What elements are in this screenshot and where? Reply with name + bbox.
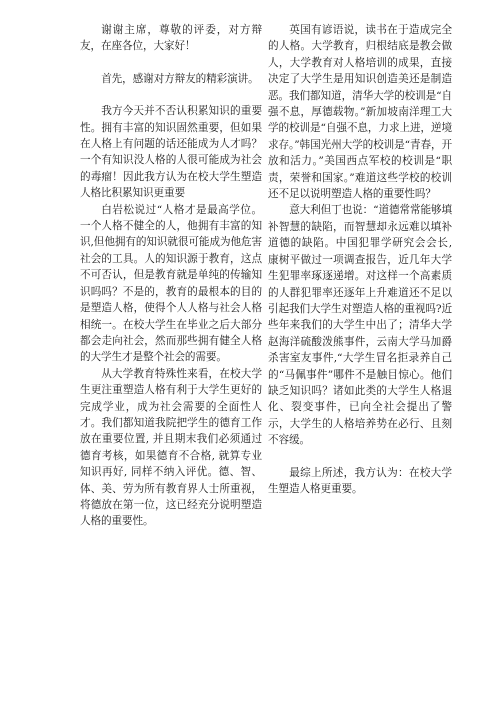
left-column <box>80 22 262 530</box>
right-column <box>268 22 452 497</box>
thesis-paragraph: 我方今天并不否认积累知识的重要性。拥有丰富的知识固然重要，但如果在人格上有问题的话还能成为人才吗？一个有知识没人格的人很可能成为社会的毒瘤！因此我方认为在校大学生塑造人格比积累知识更重要 <box>80 105 262 200</box>
greeting-paragraph: 谢谢主席，尊敬的评委，对方辩友，在座各位，大家好！ <box>80 24 262 53</box>
conclusion-paragraph: 最综上所述，我方认为：在校大学生塑造人格更重要。 <box>268 466 452 495</box>
quote-paragraph: 白岩松说过“人格才是最高学位。一个人格不健全的人，他拥有丰富的知识,但他拥有的知识就很可能成为他危害社会的工具。人的知识源于教育，这点不可否认，但是教育就是单纯的传输知识吗吗？不是的，教育的最根本的目的是塑造人格，使得个人人格与社会人格相统一。在校大学生在毕业之后大部分都会走向社会，然而那些拥有健全人格的大学生才是整个社会的需要。 <box>80 203 262 364</box>
proverb-paragraph: 英国有谚语说，读书在于造成完全的人格。大学教育，归根结底是教会做人，大学教育对人格培训的成果，直接决定了大学生是用知识创造美还是制造恶。我们都知道，清华大学的校训是“自强不息，厚德载物。”新加坡南洋理工大学的校训是“自强不息，力求上进，逆境求存。”韩国光州大学的校训是“青春，开放和活力。”美国西点军校的校训是“职责，荣誉和国家。”难道这些学校的校训还不足以说明塑造人格的重要性吗？ <box>268 24 452 201</box>
dante-paragraph: 意大利但丁也说：“道德常常能够填补智慧的缺陷，而智慧却永远难以填补道德的缺陷。中国犯罪学研究会会长, 康树平做过一项调查报告，近几年大学生犯罪率琢逐递增。对这样一个高素质的人群犯罪率还逐年上升难道还不足以引起我们大学生对塑造人格的重视吗?近些年来我们的大学生中出了；清华大学赵海洋硫酸泼熊事件，云南大学马加爵杀害室友事件,“大学生冒名拒录养自己的“马佩事件”哪件不是触目惊心。他们缺乏知识吗？诸如此类的大学生人格退化、裂变事件，已向全社会提出了警示，大学生的人格培养势在必行、且刻不容缓。 <box>268 204 452 447</box>
education-paragraph: 从大学教育特殊性来看，在校大学生更注重塑造人格有利于大学生更好的完成学业，成为社会需要的全面性人才。我们都知道我院把学生的德育工作放在重要位置, 并且期末我们必须通过德育考核，如果德育不合格, 就算专业知识再好, 同样不纳入评优。德、智、体、美、劳为所有教育界人士所重视，将德放在第一位，这已经充分说明塑造人格的重要性。 <box>80 367 262 528</box>
thanks-paragraph: 首先，感谢对方辩友的精彩演讲。 <box>101 72 259 85</box>
